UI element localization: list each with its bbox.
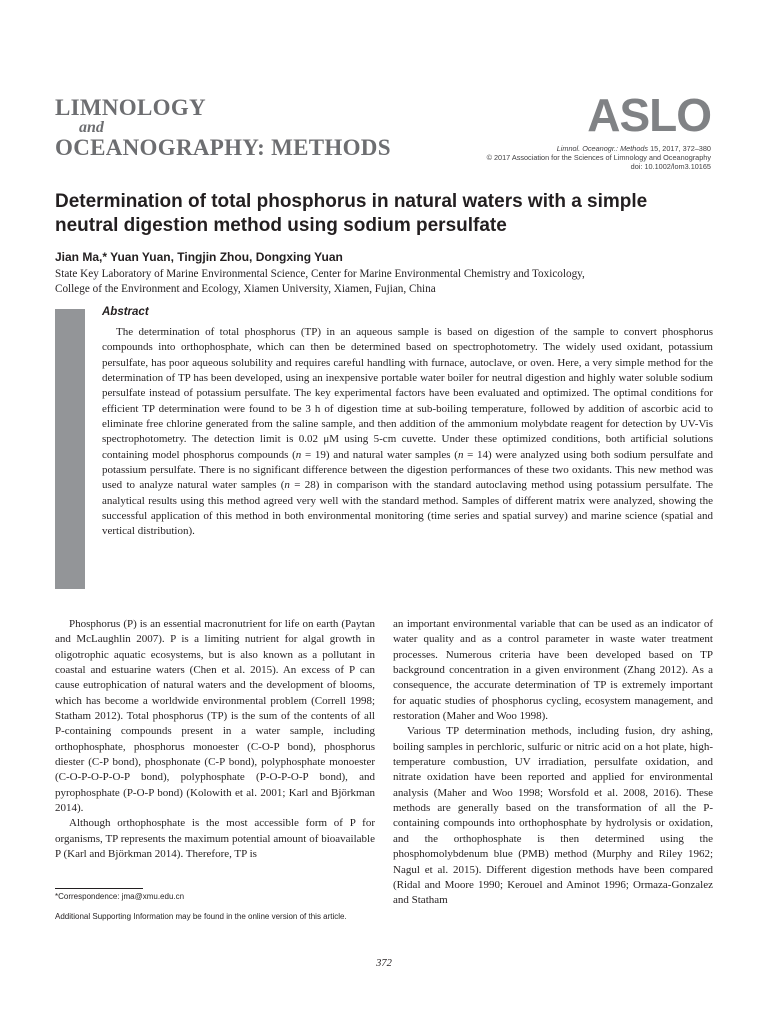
footnote-divider [55,888,143,889]
abstract-bar [55,309,85,589]
affiliation [55,267,715,297]
abstract-text-part3: = 14) were analyzed using both sodium persulfate and potassium persulfate. There is no significant difference between the digestion performances of these two oxidants. This new method was used to analyze natural water samples ( [102,448,713,492]
journal-name-line3: OCEANOGRAPHY: METHODS [55,135,391,160]
abstract-text-part2: = 19) and natural water samples ( [301,448,458,461]
supporting-info-footnote: Additional Supporting Information may be found in the online version of this article. [55,911,347,921]
footnotes [55,892,375,931]
page-number: 372 [376,958,392,969]
journal-name-line1: LIMNOLOGY [55,95,206,120]
n-variable: n [284,479,290,492]
citation-journal: Limnol. Oceanogr.: Methods [556,144,649,153]
body-paragraph: Phosphorus (P) is an essential macronutrient for life on earth (Paytan and McLaughlin 2007). P is a limiting nutrient for algal growth in oligotrophic aquatic ecosystems, but is also known as a pollutant in coastal and estuarine waters (Chen et al. 2015). An excess of P can cause eutrophication of natural waters and the development of blooms, which has become a worldwide environmental problem (Correll 1998; Statham 2012). Total phosphorus (TP) is the sum of the contents of all P-containing compounds present in a water sample, including orthophosphate, phosphorus monoester (C-O-P bond), phosphorus diester (C-P bond), phosphonate (C-P bond), polyphosphate monoester (C-O-P-O-P-O-P bond), polyphosphate (P-O-P-O-P bond), and pyrophosphate (P-O-P bond) (Kolowith et al. 2001; Karl and Björkman 2014). [55,618,375,815]
abstract-text [102,325,713,540]
citation-volume: 15, 2017, 372–380 [648,144,711,153]
citation-line [487,144,711,153]
affiliation-line2: College of the Environment and Ecology, Xiamen University, Xiamen, Fujian, China [55,283,436,295]
authors: Jian Ma,* Yuan Yuan, Tingjin Zhou, Dongxing Yuan [55,250,343,264]
n-variable: n [457,448,464,461]
body-paragraph: Although orthophosphate is the most accessible form of P for organisms, TP represents the maximum potential amount of bioavailable P (Karl and Björkman 2014). Therefore, TP is [55,817,375,861]
body-left-column [55,617,375,863]
body-right-column [393,617,713,909]
journal-name-line2: and [79,119,104,136]
abstract-text-part1: The determination of total phosphorus (TP) in an aqueous sample is based on digestion of the sample to convert phosphorus compounds into orthophosphate, which can then be determined based on spectrophotometry. The widely used oxidant, potassium persulfate, has poor aqueous solubility and requires careful handling with furnace, autoclave, or oven. Here, a very simple method for the determination of TP has been developed, using an inexpensive portable water boiler for neutral digestion and highly water soluble sodium persulfate instead of potassium persulfate. The key experimental factors have been evaluated and optimized. The optimal conditions for efficient TP determination were found to be 3 h of digestion time at sub-boiling temperature, followed by addition of ascorbic acid to eliminate free chlorine generated from the saline sample, and then addition of the ammonium molybdate reagent for detection by UV-Vis spectrophotometry. The detection limit is 0.02 μM using 5-cm cuvette. Under these optimized conditions, both artificial solutions containing model phosphorus compounds ( [102,326,713,461]
abstract-text-part4: = 28) in comparison with the standard autoclaving method using potassium persulfate. The analytical results using this method agreed very well with the standard method. Samples of different matrix were analyzed, showing the successful application of this method in both environmental monitoring (time series and spatial survey) and marine science (spatial and vertical distribution). [102,479,714,538]
citation-block [487,144,711,171]
abstract-heading: Abstract [102,306,149,318]
article-title: Determination of total phosphorus in natural waters with a simple neutral digestion method using sodium persulfate [55,191,648,236]
copyright-line: © 2017 Association for the Sciences of Limnology and Oceanography [486,153,711,162]
n-variable: n [295,448,302,461]
journal-name [55,96,391,160]
aslo-logo: ASLO [587,89,711,141]
correspondence-footnote: *Correspondence: jma@xmu.edu.cn [55,892,185,901]
body-paragraph: Various TP determination methods, including fusion, dry ashing, boiling samples in perchloric, sulfuric or nitric acid on a hot plate, high-temperature combustion, UV irradiation, persulfate oxidation, and nitrate oxidation have been reported and applied for environmental analysis (Maher and Woo 1998; Worsfold et al. 2008, 2016). These methods are generally based on the transformation of all the P-containing compounds into orthophosphate by hydrolysis or oxidation, and the orthophosphate is then determined using the phosphomolybdenum blue (PMB) method (Murphy and Riley 1962; Nagul et al. 2015). Different digestion methods have been compared (Ridal and Moore 1990; Kerouel and Aminot 1996; Ormaza-Gonzalez and Statham [393,725,713,907]
affiliation-line1: State Key Laboratory of Marine Environmental Science, Center for Marine Environmental Chemistry and Toxicology, [55,268,585,280]
body-paragraph: an important environmental variable that can be used as an indicator of water quality and as a control parameter in waste water treatment processes. Numerous criteria have been developed based on TP background concentration in a given environment (Zhang 2012). As a consequence, the accurate determination of TP is extremely important for aquatic studies of phosphorus cycling, ecosystem management, and restoration (Maher and Woo 1998). [393,618,713,723]
doi-line: doi: 10.1002/lom3.10165 [630,162,711,171]
